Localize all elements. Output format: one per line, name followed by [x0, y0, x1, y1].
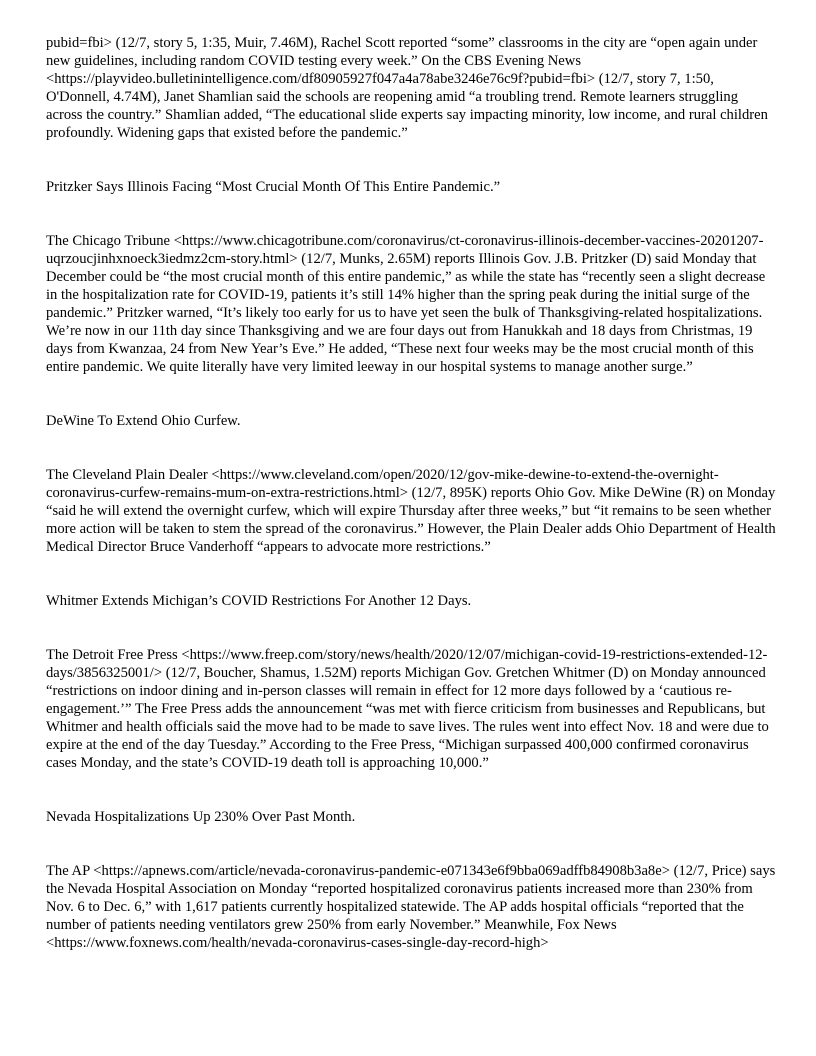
paragraph-school-reopening: pubid=fbi> (12/7, story 5, 1:35, Muir, 7.46M), Rachel Scott reported “some” classrooms in the city are “open again under new guidelines, including random COVID testing every week.” On the CBS Evening News <https://playvideo.bulletinintelligence.com/df80905927f047a4a78abe3246e76c9f?pubid=fbi> (12/7, story 7, 1:50, O'Donnell, 4.74M), Janet Shamlian said the schools are reopening amid “a troubling trend. Remote learners struggling across the country.” Shamlian added, “The educational slide experts say impacting minority, low income, and rural children profoundly. Widening gaps that existed before the pandemic.” — [46, 35, 768, 141]
heading-nevada-hospitalizations: Nevada Hospitalizations Up 230% Over Past Month. — [46, 809, 356, 825]
heading-whitmer-michigan: Whitmer Extends Michigan’s COVID Restrictions For Another 12 Days. — [46, 593, 472, 609]
paragraph-detroit-free-press: The Detroit Free Press <https://www.freep.com/story/news/health/2020/12/07/michigan-covid-19-restrictions-extended-12-days/3856325001/> (12/7, Boucher, Shamus, 1.52M) reports Michigan Gov. Gretchen Whitmer (D) on Monday announced “restrictions on indoor dining and in-person classes will remain in effect for 12 more days followed by a ‘cautious re-engagement.’” The Free Press adds the announcement “was met with fierce criticism from businesses and Republicans, but Whitmer and health officials said the move had to be made to save lives. The rules went into effect Nov. 18 and were due to expire at the end of the day Tuesday.” According to the Free Press, “Michigan surpassed 400,000 confirmed coronavirus cases Monday, and the state’s COVID-19 death toll is approaching 10,000.” — [46, 647, 769, 771]
paragraph-cleveland-plain-dealer: The Cleveland Plain Dealer <https://www.cleveland.com/open/2020/12/gov-mike-dewine-to-extend-the-overnight-coronavirus-curfew-remains-mum-on-extra-restrictions.html> (12/7, 895K) reports Ohio Gov. Mike DeWine (R) on Monday “said he will extend the overnight curfew, which will expire Thursday after three weeks,” but “it remains to be seen whether more action will be taken to stem the spread of the coronavirus.” However, the Plain Dealer adds Ohio Department of Health Medical Director Bruce Vanderhoff “appears to advocate more restrictions.” — [46, 467, 776, 555]
heading-dewine-ohio: DeWine To Extend Ohio Curfew. — [46, 413, 241, 429]
paragraph-chicago-tribune: The Chicago Tribune <https://www.chicagotribune.com/coronavirus/ct-coronavirus-illinois-december-vaccines-20201207-uqrzoucjinhxnoeck3iedmz2cm-story.html> (12/7, Munks, 2.65M) reports Illinois Gov. J.B. Pritzker (D) said Monday that December could be “the most crucial month of this entire pandemic,” as while the state has “recently seen a slight decrease in the hospitalization rate for COVID-19, patients it’s still 14% higher than the spring peak during the initial surge of the pandemic.” Pritzker warned, “It’s likely too early for us to have yet seen the bulk of Thanksgiving-related hospitalizations. We’re now in our 11th day since Thanksgiving and we are four days out from Hanukkah and 18 days from Christmas, 19 days from Kwanzaa, 24 from New Year’s Eve.” He added, “These next four weeks may be the most crucial month of this entire pandemic. We quite literally have very limited leeway in our hospital systems to manage another surge.” — [46, 233, 766, 375]
document-page — [46, 34, 776, 952]
heading-pritzker-illinois: Pritzker Says Illinois Facing “Most Crucial Month Of This Entire Pandemic.” — [46, 179, 501, 195]
paragraph-ap-nevada: The AP <https://apnews.com/article/nevada-coronavirus-pandemic-e071343e6f9bba069adffb84908b3a8e> (12/7, Price) says the Nevada Hospital Association on Monday “reported hospitalized coronavirus patients increased more than 230% from Nov. 6 to Dec. 6,” with 1,617 patients currently hospitalized statewide. The AP adds hospital officials “reported that the number of patients needing ventilators grew 250% from early November.” Meanwhile, Fox News <https://www.foxnews.com/health/nevada-coronavirus-cases-single-day-record-high> — [46, 863, 776, 951]
